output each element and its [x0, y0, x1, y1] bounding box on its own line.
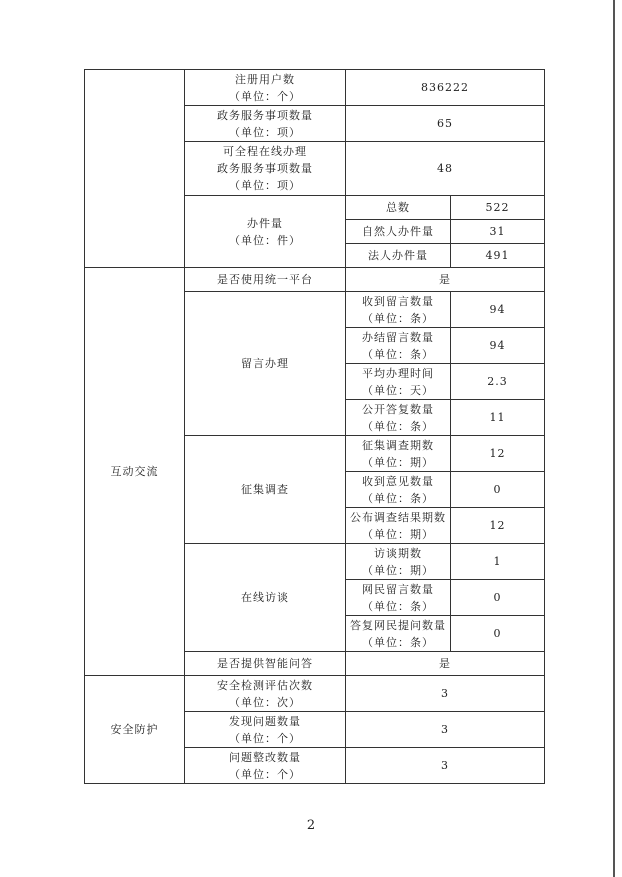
survey-periods-label: 征集调查期数 （单位：期） [346, 436, 451, 472]
survey-results-value: 12 [451, 508, 545, 544]
case-legal-value: 491 [451, 244, 545, 268]
survey-opinions-label: 收到意见数量 （单位：条） [346, 472, 451, 508]
survey-label: 征集调查 [185, 436, 346, 544]
survey-periods-value: 12 [451, 436, 545, 472]
registered-users-label: 注册用户数 （单位：个） [185, 70, 346, 106]
messages-public-replies-label: 公开答复数量 （单位：条） [346, 400, 451, 436]
issues-found-value: 3 [346, 712, 545, 748]
security-category: 安全防护 [85, 676, 185, 784]
issues-fixed-value: 3 [346, 748, 545, 784]
messages-handled-value: 94 [451, 328, 545, 364]
messages-public-replies-value: 11 [451, 400, 545, 436]
case-legal-label: 法人办件量 [346, 244, 451, 268]
page-edge-line [613, 0, 615, 877]
unified-platform-label: 是否使用统一平台 [185, 268, 346, 292]
gov-service-items-label: 政务服务事项数量 （单位：项） [185, 106, 346, 142]
registered-users-value: 836222 [346, 70, 545, 106]
interview-label: 在线访谈 [185, 544, 346, 652]
interview-answers-label: 答复网民提问数量 （单位：条） [346, 616, 451, 652]
case-total-label: 总数 [346, 196, 451, 220]
messages-label: 留言办理 [185, 292, 346, 436]
online-items-value: 48 [346, 142, 545, 196]
smart-qa-value: 是 [346, 652, 545, 676]
interview-answers-value: 0 [451, 616, 545, 652]
messages-avg-time-value: 2.3 [451, 364, 545, 400]
case-volume-label: 办件量 （单位：件） [185, 196, 346, 268]
smart-qa-label: 是否提供智能问答 [185, 652, 346, 676]
statistics-table [84, 69, 545, 784]
security-checks-label: 安全检测评估次数 （单位：次） [185, 676, 346, 712]
unified-platform-value: 是 [346, 268, 545, 292]
messages-handled-label: 办结留言数量 （单位：条） [346, 328, 451, 364]
page-number: 2 [306, 818, 316, 833]
gov-service-items-value: 65 [346, 106, 545, 142]
case-natural-value: 31 [451, 220, 545, 244]
interview-periods-label: 访谈期数 （单位：期） [346, 544, 451, 580]
table-row [85, 676, 545, 712]
issues-found-label: 发现问题数量 （单位：个） [185, 712, 346, 748]
table-row [85, 70, 545, 106]
survey-results-label: 公布调查结果期数 （单位：期） [346, 508, 451, 544]
issues-fixed-label: 问题整改数量 （单位：个） [185, 748, 346, 784]
blank-category-cell [85, 70, 185, 268]
interview-netizen-msgs-value: 0 [451, 580, 545, 616]
interaction-category: 互动交流 [85, 268, 185, 676]
online-items-label: 可全程在线办理 政务服务事项数量 （单位：项） [185, 142, 346, 196]
messages-received-label: 收到留言数量 （单位：条） [346, 292, 451, 328]
interview-periods-value: 1 [451, 544, 545, 580]
messages-received-value: 94 [451, 292, 545, 328]
case-natural-label: 自然人办件量 [346, 220, 451, 244]
interview-netizen-msgs-label: 网民留言数量 （单位：条） [346, 580, 451, 616]
case-total-value: 522 [451, 196, 545, 220]
security-checks-value: 3 [346, 676, 545, 712]
survey-opinions-value: 0 [451, 472, 545, 508]
messages-avg-time-label: 平均办理时间 （单位：天） [346, 364, 451, 400]
table-row [85, 268, 545, 292]
